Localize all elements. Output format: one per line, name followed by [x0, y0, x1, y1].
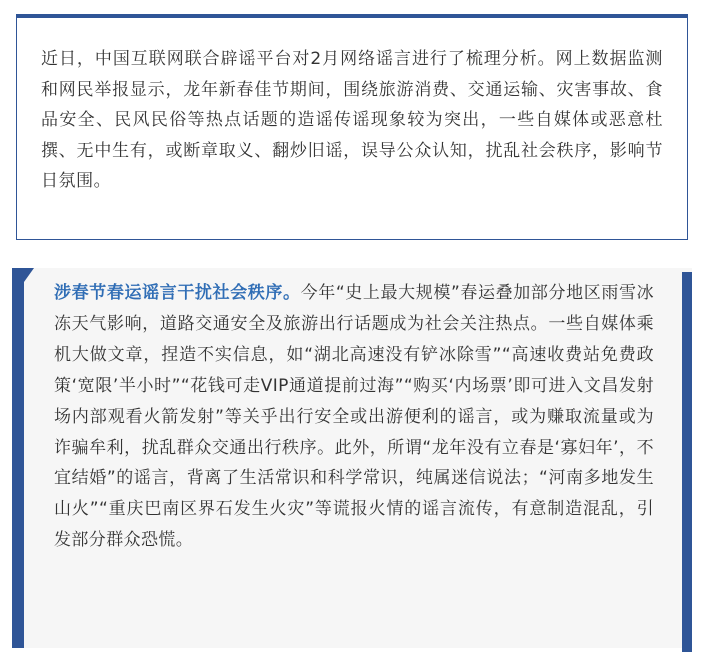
- left-accent-bar: [12, 268, 24, 648]
- article-section: [12, 268, 692, 648]
- article-paragraph: [54, 278, 654, 556]
- right-accent-bar: [682, 272, 692, 652]
- left-accent-notch: [24, 268, 34, 282]
- summary-box: [16, 14, 688, 240]
- article-lead-heading: 涉春节春运谣言干扰社会秩序。: [54, 283, 301, 303]
- summary-paragraph: 近日，中国互联网联合辟谣平台对2月网络谣言进行了梳理分析。网上数据监测和网民举报显示，龙年新春佳节期间，围绕旅游消费、交通运输、灾害事故、食品安全、民风民俗等热点话题的造谣传谣现象较为突出，一些自媒体或恶意杜撰、无中生有，或断章取义、翻炒旧谣，误导公众认知，扰乱社会秩序，影响节日氛围。: [41, 49, 663, 191]
- article-body-text: 今年“史上最大规模”春运叠加部分地区雨雪冰冻天气影响，道路交通安全及旅游出行话题成为社会关注热点。一些自媒体乘机大做文章，捏造不实信息，如“湖北高速没有铲冰除雪”“高速收费站免费政策‘宽限’半小时”“花钱可走VIP通道提前过海”“购买‘内场票’即可进入文昌发射场内部观看火箭发射”等关乎出行安全或出游便利的谣言，或为赚取流量或为诈骗牟利，扰乱群众交通出行秩序。此外，所谓“龙年没有立春是‘寡妇年’，不宜结婚”的谣言，背离了生活常识和科学常识，纯属迷信说法；“河南多地发生山火”“重庆巴南区界石发生火灾”等谎报火情的谣言流传，有意制造混乱，引发部分群众恐慌。: [54, 283, 654, 551]
